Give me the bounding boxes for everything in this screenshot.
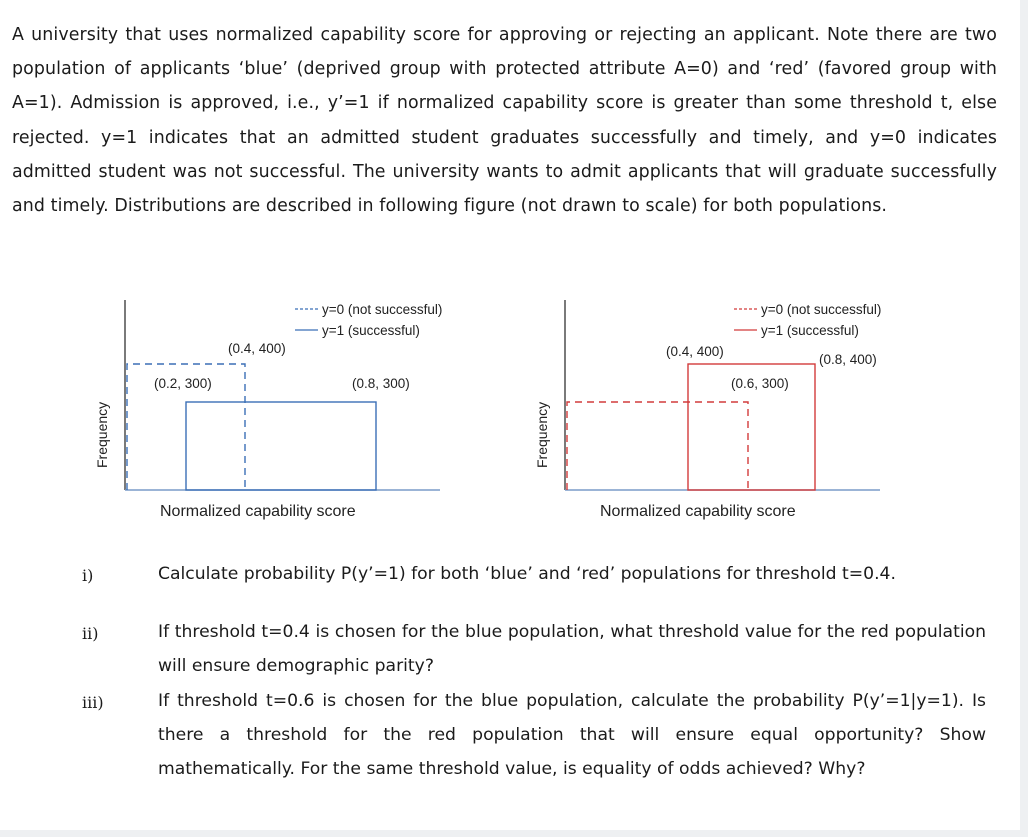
red-annotation-point: (0.8, 400)	[819, 352, 877, 367]
blue-y1-distribution-box	[186, 402, 376, 490]
blue-y-axis-label: Frequency	[94, 401, 110, 468]
blue-x-axis-label: Normalized capability score	[160, 503, 356, 520]
blue-annotation-point: (0.2, 300)	[154, 376, 212, 391]
red-x-axis-label: Normalized capability score	[600, 503, 796, 520]
problem-statement: A university that uses normalized capability score for approving or rejecting an applicant. Note there are two population of applicants ‘blue’ (deprived group with protected attribute A=0) and ‘red’ (favored group with A=1). Admission is approved, i.e., y’=1 if normalized capability score is greater than some threshold t, else rejected. y=1 indicates that an admitted student graduates successfully and timely, and y=0 indicates admitted student was not successful. The university wants to admit applicants that will graduate successfully and timely. Distributions are described in following figure (not drawn to scale) for both populations.	[12, 25, 997, 217]
question-number: i)	[82, 566, 94, 585]
red-annotation-point: (0.4, 400)	[666, 344, 724, 359]
question-number: iii)	[82, 693, 104, 712]
red-legend-y1: y=1 (successful)	[761, 323, 859, 338]
red-annotation-point: (0.6, 300)	[731, 376, 789, 391]
blue-annotation-point: (0.8, 300)	[352, 376, 410, 391]
red-chart-svg	[520, 290, 980, 530]
blue-annotation-point: (0.4, 400)	[228, 341, 286, 356]
red-y0-distribution-box	[567, 402, 748, 490]
blue-distribution-figure	[80, 290, 540, 530]
red-legend-y0: y=0 (not successful)	[761, 302, 882, 317]
question-text: If threshold t=0.6 is chosen for the blue population, calculate the probability P(y’=1|y=1). Is there a threshold for the red population that will ensure equal opportunity? Show mathematically. For the same threshold value, is equality of odds achieved? Why?	[158, 691, 986, 779]
question-text: If threshold t=0.4 is chosen for the blue population, what threshold value for the red population will ensure demographic parity?	[158, 622, 986, 676]
blue-legend-y1: y=1 (successful)	[322, 323, 420, 338]
blue-legend-y0: y=0 (not successful)	[322, 302, 443, 317]
question-number: ii)	[82, 624, 99, 643]
red-y-axis-label: Frequency	[534, 401, 550, 468]
question-text: Calculate probability P(y’=1) for both ‘blue’ and ‘red’ populations for threshold t=0.4.	[158, 564, 896, 584]
red-distribution-figure	[520, 290, 980, 530]
blue-chart-svg	[80, 290, 540, 530]
